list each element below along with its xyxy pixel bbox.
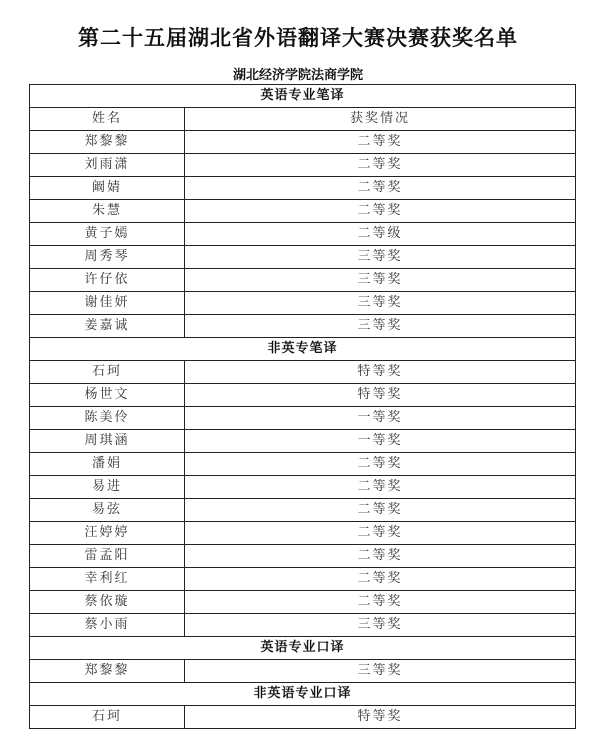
winner-name: 易弦 (30, 499, 185, 522)
award-level: 二等奖 (185, 453, 576, 476)
award-level: 二等奖 (185, 568, 576, 591)
winner-name: 潘娟 (30, 453, 185, 476)
table-row (30, 453, 576, 476)
award-level: 二等奖 (185, 545, 576, 568)
winner-name: 郑黎黎 (30, 660, 185, 683)
award-level: 三等奖 (185, 315, 576, 338)
award-level: 三等奖 (185, 614, 576, 637)
table-row (30, 407, 576, 430)
award-level: 二等奖 (185, 200, 576, 223)
table-row (30, 706, 576, 729)
award-level: 特等奖 (185, 361, 576, 384)
table-row (30, 499, 576, 522)
award-level: 二等奖 (185, 131, 576, 154)
award-level: 二等奖 (185, 177, 576, 200)
award-level: 三等奖 (185, 660, 576, 683)
column-header-award: 获奖情况 (185, 108, 576, 131)
table-row (30, 292, 576, 315)
award-level: 一等奖 (185, 407, 576, 430)
winner-name: 黄子嫣 (30, 223, 185, 246)
section-row (30, 338, 576, 361)
winner-name: 陈美伶 (30, 407, 185, 430)
winner-name: 阚婧 (30, 177, 185, 200)
section-title: 英语专业笔译 (30, 85, 576, 108)
winner-name: 幸利红 (30, 568, 185, 591)
section-title: 非英语专业口译 (30, 683, 576, 706)
award-table (29, 84, 576, 729)
section-row (30, 637, 576, 660)
table-row (30, 154, 576, 177)
winner-name: 汪婷婷 (30, 522, 185, 545)
table-row (30, 223, 576, 246)
section-row (30, 683, 576, 706)
winner-name: 许仔依 (30, 269, 185, 292)
page-title: 第二十五届湖北省外语翻译大赛决赛获奖名单 (78, 25, 518, 50)
table-row (30, 476, 576, 499)
award-level: 三等奖 (185, 269, 576, 292)
award-level: 特等奖 (185, 384, 576, 407)
winner-name: 刘雨潇 (30, 154, 185, 177)
table-row (30, 660, 576, 683)
table-row (30, 246, 576, 269)
winner-name: 朱慧 (30, 200, 185, 223)
winner-name: 易进 (30, 476, 185, 499)
award-level: 三等奖 (185, 292, 576, 315)
college-subtitle: 湖北经济学院法商学院 (232, 68, 363, 83)
winner-name: 郑黎黎 (30, 131, 185, 154)
winner-name: 雷孟阳 (30, 545, 185, 568)
winner-name: 石珂 (30, 361, 185, 384)
table-row (30, 131, 576, 154)
winner-name: 石珂 (30, 706, 185, 729)
table-row (30, 384, 576, 407)
award-level: 二等奖 (185, 476, 576, 499)
winner-name: 谢佳妍 (30, 292, 185, 315)
table-row (30, 200, 576, 223)
award-level: 三等奖 (185, 246, 576, 269)
award-level: 二等奖 (185, 154, 576, 177)
header-row (30, 108, 576, 131)
section-title: 英语专业口译 (30, 637, 576, 660)
table-row (30, 361, 576, 384)
table-row (30, 568, 576, 591)
table-row (30, 614, 576, 637)
winner-name: 杨世文 (30, 384, 185, 407)
winner-name: 周秀琴 (30, 246, 185, 269)
section-row (30, 85, 576, 108)
table-row (30, 545, 576, 568)
award-level: 一等奖 (185, 430, 576, 453)
table-row (30, 522, 576, 545)
winner-name: 姜嘉诚 (30, 315, 185, 338)
award-level: 二等奖 (185, 591, 576, 614)
table-row (30, 269, 576, 292)
winner-name: 蔡小雨 (30, 614, 185, 637)
table-row (30, 177, 576, 200)
award-table-body (30, 85, 576, 729)
section-title: 非英专笔译 (30, 338, 576, 361)
column-header-name: 姓名 (30, 108, 185, 131)
award-level: 二等奖 (185, 499, 576, 522)
winner-name: 蔡依璇 (30, 591, 185, 614)
award-level: 二等奖 (185, 522, 576, 545)
award-level: 特等奖 (185, 706, 576, 729)
table-row (30, 315, 576, 338)
winner-name: 周琪涵 (30, 430, 185, 453)
table-row (30, 430, 576, 453)
table-row (30, 591, 576, 614)
award-level: 二等级 (185, 223, 576, 246)
